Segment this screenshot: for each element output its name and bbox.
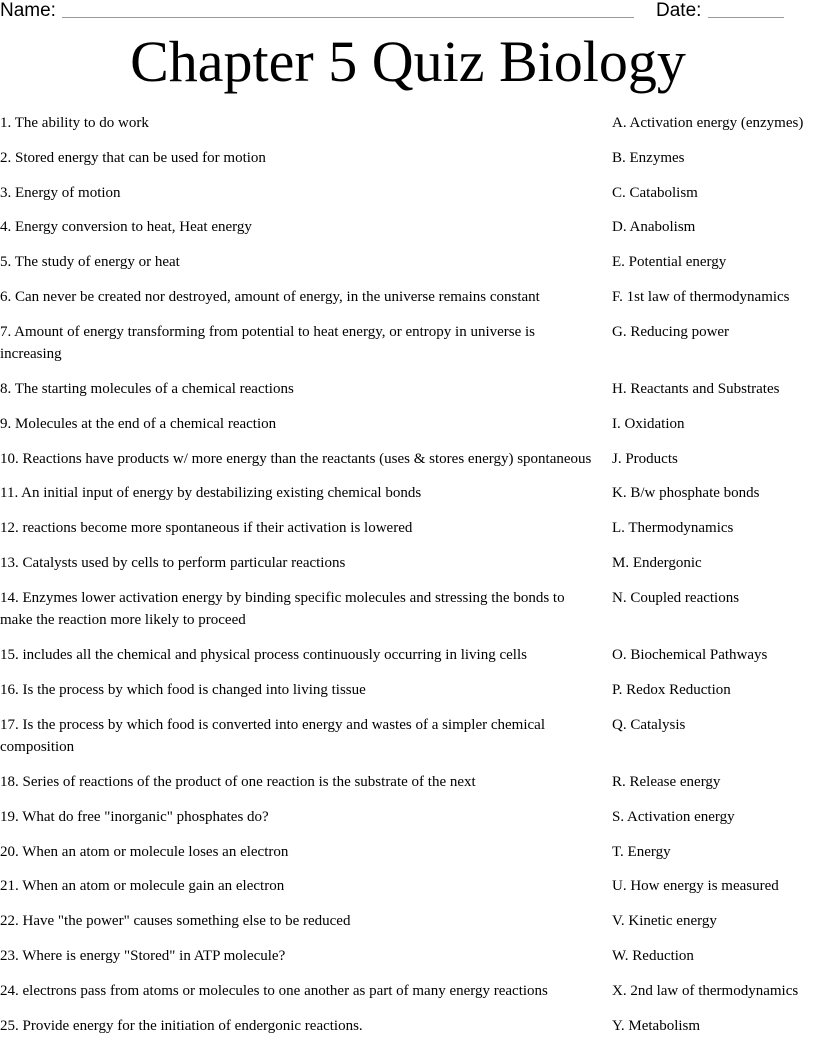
matching-row	[0, 910, 816, 945]
question-text: 14. Enzymes lower activation energy by binding specific molecules and stressing the bonds to make the reaction more likely to proceed	[0, 589, 565, 629]
date-blank-line	[708, 17, 784, 18]
question-text: 11. An initial input of energy by destabilizing existing chemical bonds	[0, 485, 422, 502]
matching-row	[0, 771, 816, 806]
question-text: 18. Series of reactions of the product of one reaction is the substrate of the next	[0, 774, 476, 791]
question-text: 25. Provide energy for the initiation of endergonic reactions.	[0, 1017, 363, 1034]
answer-option: Y. Metabolism	[612, 1017, 701, 1034]
question-text: 2. Stored energy that can be used for motion	[0, 149, 266, 166]
question-text: 16. Is the process by which food is changed into living tissue	[0, 681, 366, 698]
question-text: 3. Energy of motion	[0, 184, 121, 201]
question-text: 24. electrons pass from atoms or molecules to one another as part of many energy reactions	[0, 982, 548, 999]
matching-row	[0, 806, 816, 841]
question-text: 4. Energy conversion to heat, Heat energy	[0, 219, 252, 236]
matching-row	[0, 413, 816, 448]
answer-option: G. Reducing power	[612, 323, 730, 340]
name-date-header	[0, 0, 816, 24]
matching-row	[0, 147, 816, 182]
answer-option: P. Redox Reduction	[612, 681, 731, 698]
name-blank-line	[62, 17, 634, 18]
answer-option: O. Biochemical Pathways	[612, 647, 768, 664]
question-text: 6. Can never be created nor destroyed, amount of energy, in the universe remains constant	[0, 288, 540, 305]
answer-option: X. 2nd law of thermodynamics	[612, 982, 799, 999]
matching-row	[0, 182, 816, 217]
matching-row	[0, 251, 816, 286]
matching-row	[0, 448, 816, 483]
matching-row	[0, 321, 816, 378]
answer-option: A. Activation energy (enzymes)	[612, 115, 804, 131]
matching-row	[0, 714, 816, 771]
matching-row	[0, 482, 816, 517]
answer-option: I. Oxidation	[612, 415, 685, 432]
page-title: Chapter 5 Quiz Biology	[130, 29, 686, 94]
answer-option: N. Coupled reactions	[612, 589, 740, 606]
answer-option: D. Anabolism	[612, 219, 696, 236]
question-text: 7. Amount of energy transforming from potential to heat energy, or entropy in universe is increasing	[0, 323, 536, 363]
date-label: Date:	[656, 0, 702, 21]
question-text: 9. Molecules at the end of a chemical reaction	[0, 415, 277, 432]
answer-option: Q. Catalysis	[612, 716, 686, 733]
question-text: 10. Reactions have products w/ more energy than the reactants (uses & stores energy) spontaneous	[0, 450, 592, 467]
question-text: 13. Catalysts used by cells to perform particular reactions	[0, 555, 346, 572]
question-text: 20. When an atom or molecule loses an electron	[0, 843, 289, 860]
answer-option: T. Energy	[612, 843, 671, 860]
matching-row	[0, 875, 816, 910]
matching-row	[0, 644, 816, 679]
question-text: 21. When an atom or molecule gain an electron	[0, 878, 285, 895]
answer-option: R. Release energy	[612, 774, 721, 791]
answer-option: U. How energy is measured	[612, 878, 779, 895]
answer-option: F. 1st law of thermodynamics	[612, 288, 790, 305]
matching-row	[0, 378, 816, 413]
matching-row	[0, 552, 816, 587]
question-text: 1. The ability to do work	[0, 115, 149, 131]
answer-option: E. Potential energy	[612, 254, 727, 271]
matching-row	[0, 517, 816, 552]
answer-option: C. Catabolism	[612, 184, 698, 201]
matching-row	[0, 841, 816, 876]
name-label: Name:	[0, 0, 56, 21]
matching-row	[0, 945, 816, 980]
answer-option: J. Products	[612, 450, 678, 467]
answer-option: B. Enzymes	[612, 149, 685, 166]
question-text: 22. Have "the power" causes something else to be reduced	[0, 913, 351, 930]
answer-option: H. Reactants and Substrates	[612, 381, 780, 398]
matching-row	[0, 1015, 816, 1050]
matching-row	[0, 679, 816, 714]
matching-list	[0, 112, 816, 1049]
answer-option: V. Kinetic energy	[612, 913, 717, 930]
answer-option: L. Thermodynamics	[612, 520, 734, 537]
matching-row	[0, 587, 816, 644]
question-text: 12. reactions become more spontaneous if their activation is lowered	[0, 520, 413, 537]
answer-option: S. Activation energy	[612, 808, 735, 825]
matching-row	[0, 216, 816, 251]
question-text: 23. Where is energy "Stored" in ATP molecule?	[0, 948, 286, 965]
question-text: 19. What do free "inorganic" phosphates do?	[0, 808, 269, 825]
answer-option: K. B/w phosphate bonds	[612, 485, 760, 502]
answer-option: W. Reduction	[612, 948, 694, 965]
matching-row	[0, 112, 816, 147]
question-text: 5. The study of energy or heat	[0, 254, 180, 271]
matching-row	[0, 980, 816, 1015]
question-text: 15. includes all the chemical and physical process continuously occurring in living cells	[0, 647, 527, 664]
matching-row	[0, 286, 816, 321]
question-text: 17. Is the process by which food is converted into energy and wastes of a simpler chemical composition	[0, 716, 545, 756]
question-text: 8. The starting molecules of a chemical reactions	[0, 381, 294, 398]
answer-option: M. Endergonic	[612, 555, 702, 572]
